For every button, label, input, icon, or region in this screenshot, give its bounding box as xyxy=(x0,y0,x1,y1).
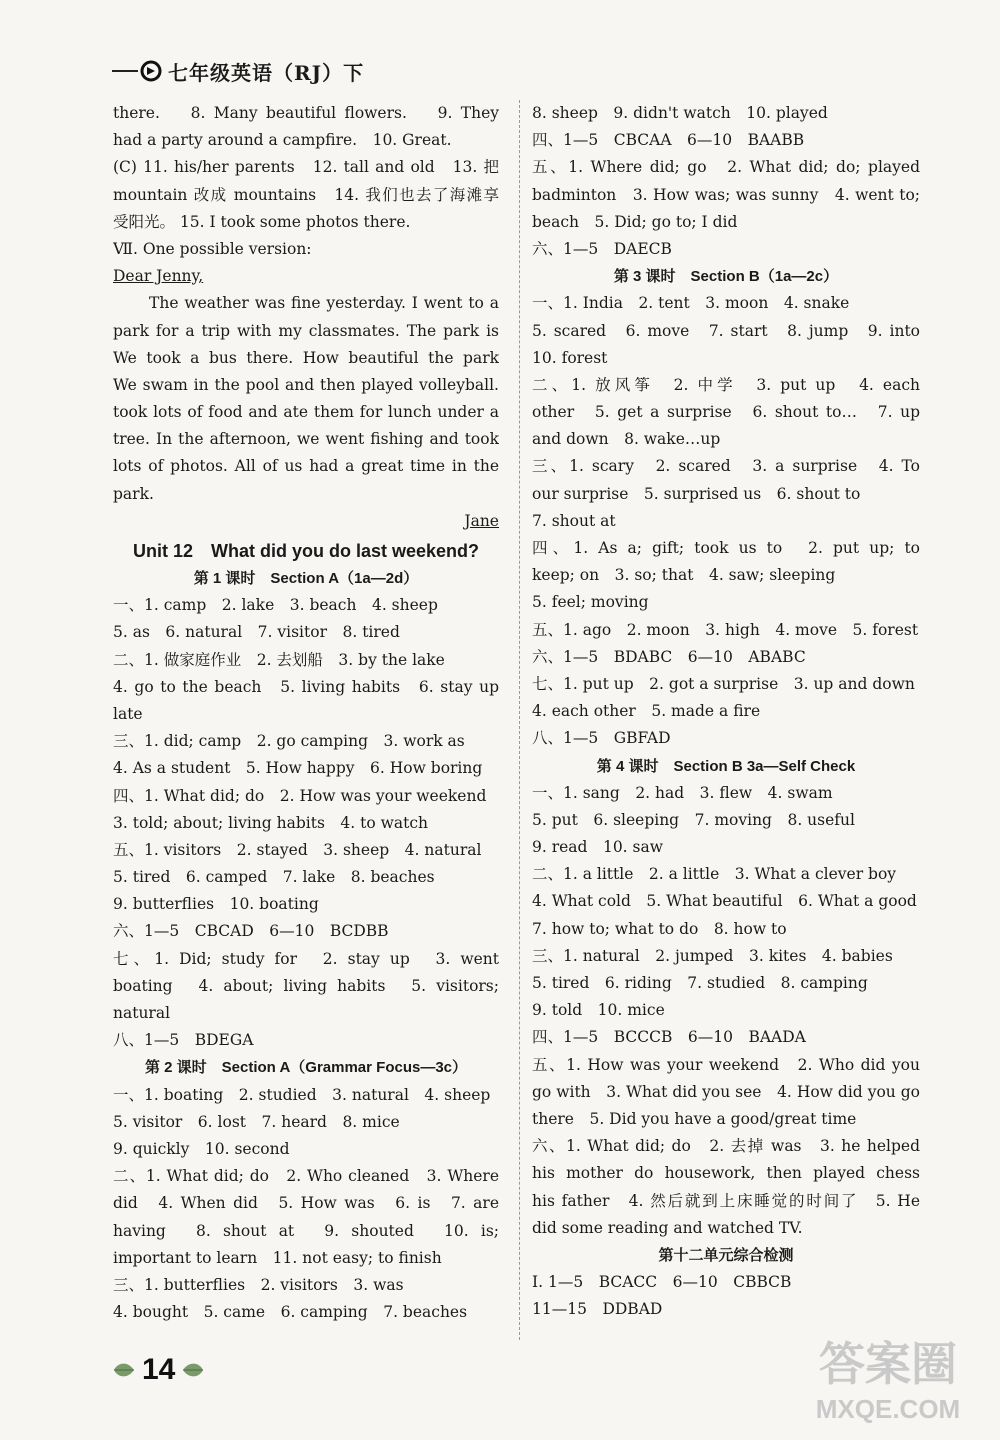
answer-line: 五、1. Where did; go 2. What did; do; played xyxy=(532,158,920,177)
answer-line: 4. bought 5. came 6. camping 7. beaches xyxy=(113,1303,468,1322)
answer-line: go with 3. What did you see 4. How did you go xyxy=(532,1082,920,1101)
watermark-text-cn: 答案圈 xyxy=(819,1338,957,1390)
answer-line: 一、1. sang 2. had 3. flew 4. swam xyxy=(532,783,833,802)
section-title: 第 4 课时 Section B 3a—Self Check xyxy=(596,757,856,775)
answer-line: having 8. shout at 9. shouted 10. is; xyxy=(113,1221,499,1240)
answer-line: Ⅶ. One possible version: xyxy=(113,239,312,258)
publisher-logo-icon xyxy=(140,60,162,82)
answer-line: 4. As a student 5. How happy 6. How boring xyxy=(113,759,483,778)
answer-line: 7. how to; what to do 8. how to xyxy=(532,919,787,938)
answer-line: 二、1. 放风筝 2. 中学 3. put up 4. each xyxy=(532,375,920,394)
watermark-text-en: MXQE.COM xyxy=(815,1394,961,1424)
answer-line: 四、1. What did; do 2. How was your weekend xyxy=(113,786,487,805)
answer-line: 三、1. did; camp 2. go camping 3. work as xyxy=(113,732,465,751)
answer-line: boating 4. about; living habits 5. visitors; xyxy=(113,976,499,995)
left-column xyxy=(113,100,499,1326)
answer-line: 七、1. Did; study for 2. stay up 3. went xyxy=(113,949,499,968)
letter-line: lots of photos. All of us had a great time in the xyxy=(113,457,499,476)
running-header xyxy=(112,56,364,86)
answer-line: 一、1. camp 2. lake 3. beach 4. sheep xyxy=(113,596,438,615)
answer-line: mountain 改成 mountains 14. 我们也去了海滩享 xyxy=(113,185,499,204)
answer-line: Ⅰ. 1—5 BCACC 6—10 CBBCB xyxy=(532,1273,792,1292)
answer-line: 8. sheep 9. didn't watch 10. played xyxy=(532,104,828,122)
answer-line: 三、1. natural 2. jumped 3. kites 4. babies xyxy=(532,946,893,965)
answer-line: 四、1. As a; gift; took us to 2. put up; to xyxy=(532,539,920,557)
answer-line: 4. each other 5. made a fire xyxy=(532,702,761,721)
answer-line: 5. tired 6. riding 7. studied 8. camping xyxy=(532,974,868,992)
answer-line: 7. shout at xyxy=(532,511,616,530)
letter-line: We took a bus there. How beautiful the park xyxy=(113,348,499,367)
answer-line: 5. put 6. sleeping 7. moving 8. useful xyxy=(532,810,855,829)
letter-signature: Jane xyxy=(464,511,499,530)
answer-line: 三、1. butterflies 2. visitors 3. was xyxy=(113,1275,404,1294)
answer-line: had a party around a campfire. 10. Great. xyxy=(113,131,452,150)
letter-line: took lots of food and ate them for lunch under a xyxy=(113,403,499,422)
answer-line: there 5. Did you have a good/great time xyxy=(532,1109,857,1128)
answer-line: 六、1—5 DAECB xyxy=(532,239,672,258)
answer-line: 9. read 10. saw xyxy=(532,838,664,857)
answer-line: 受阳光。 15. I took some photos there. xyxy=(113,212,411,231)
leaf-left-icon xyxy=(112,1359,136,1381)
unit-title: Unit 12 What did you do last weekend? xyxy=(132,541,480,561)
answer-line: 八、1—5 BDEGA xyxy=(113,1031,254,1050)
answer-line: 3. told; about; living habits 4. to watch xyxy=(113,813,429,832)
answer-line: important to learn 11. not easy; to finish xyxy=(113,1248,442,1267)
page-number: 14 xyxy=(142,1353,176,1386)
answer-line: 六、1—5 BDABC 6—10 ABABC xyxy=(532,647,806,666)
section-title: 第 2 课时 Section A（Grammar Focus—3c） xyxy=(144,1059,468,1077)
book-title: 七年级英语（RJ）下 xyxy=(168,60,365,85)
answer-line: 七、1. put up 2. got a surprise 3. up and down xyxy=(532,674,915,693)
answer-line: our surprise 5. surprised us 6. shout to xyxy=(532,484,861,503)
answer-line: 4. go to the beach 5. living habits 6. stay up xyxy=(113,677,499,696)
header-rule xyxy=(112,70,138,72)
answer-line: 5. tired 6. camped 7. lake 8. beaches xyxy=(113,868,435,887)
answer-line: 八、1—5 GBFAD xyxy=(532,729,671,748)
answer-line: 10. forest xyxy=(532,348,608,367)
page-footer xyxy=(112,1350,205,1390)
answer-line: did some reading and watched TV. xyxy=(532,1218,803,1237)
answer-line: 5. visitor 6. lost 7. heard 8. mice xyxy=(113,1112,400,1131)
answer-line: 三、1. scary 2. scared 3. a surprise 4. To xyxy=(532,457,920,476)
leaf-right-icon xyxy=(181,1359,205,1381)
letter-line: The weather was fine yesterday. I went to a xyxy=(149,294,499,313)
letter-line: We swam in the pool and then played volleyball. xyxy=(113,375,499,394)
answer-line: keep; on 3. so; that 4. saw; sleeping xyxy=(532,566,836,585)
section-title: 第 3 课时 Section B（1a—2c） xyxy=(613,268,839,286)
answer-line: 一、1. boating 2. studied 3. natural 4. sheep xyxy=(113,1085,491,1104)
letter-line: tree. In the afternoon, we went fishing and took xyxy=(113,430,499,449)
answer-line: did 4. When did 5. How was 6. is 7. are xyxy=(113,1194,499,1213)
answer-line: 9. told 10. mice xyxy=(532,1001,665,1020)
answer-line: badminton 3. How was; was sunny 4. went to; xyxy=(532,185,920,204)
answer-line: 六、1. What did; do 2. 去掉 was 3. he helped xyxy=(532,1137,920,1156)
answer-line: beach 5. Did; go to; I did xyxy=(532,212,738,231)
answer-line: 5. as 6. natural 7. visitor 8. tired xyxy=(113,623,400,642)
answer-line: 二、1. 做家庭作业 2. 去划船 3. by the lake xyxy=(113,650,445,669)
answer-line: 9. butterflies 10. boating xyxy=(113,895,319,914)
answer-line: late xyxy=(113,704,143,723)
answer-line: 六、1—5 CBCAD 6—10 BCDBB xyxy=(113,922,389,941)
answer-line: 一、1. India 2. tent 3. moon 4. snake xyxy=(532,294,850,313)
letter-greeting: Dear Jenny, xyxy=(113,267,204,286)
column-divider xyxy=(519,100,520,1340)
answer-line: 五、1. visitors 2. stayed 3. sheep 4. natural xyxy=(113,840,482,859)
answer-line: 9. quickly 10. second xyxy=(113,1139,290,1158)
answer-line: there. 8. Many beautiful flowers. 9. They xyxy=(113,104,499,122)
letter-line: park. xyxy=(113,484,154,503)
answer-line: other 5. get a surprise 6. shout to… 7. up xyxy=(532,403,920,422)
answer-line: 四、1—5 BCCCB 6—10 BAADA xyxy=(532,1028,806,1047)
answer-line: natural xyxy=(113,1004,171,1022)
answer-line: (C) 11. his/her parents 12. tall and old 13. 把 xyxy=(113,158,499,177)
answer-line: 五、1. ago 2. moon 3. high 4. move 5. forest xyxy=(532,620,919,639)
answer-line: his mother do housework, then played chess xyxy=(532,1164,920,1183)
answer-line: 四、1—5 CBCAA 6—10 BAABB xyxy=(532,131,805,150)
watermark-logo xyxy=(798,1328,978,1428)
answer-line: 五、1. How was your weekend 2. Who did you xyxy=(532,1055,920,1074)
right-column xyxy=(532,100,920,1323)
answer-line: 4. What cold 5. What beautiful 6. What a good xyxy=(532,892,917,911)
answer-line: his father 4. 然后就到上床睡觉的时间了 5. He xyxy=(532,1191,920,1210)
answer-line: and down 8. wake…up xyxy=(532,430,721,449)
answer-line: 5. feel; moving xyxy=(532,593,649,612)
section-title: 第 1 课时 Section A（1a—2d） xyxy=(193,570,419,587)
answer-line: 5. scared 6. move 7. start 8. jump 9. into xyxy=(532,321,920,340)
answer-line: 二、1. a little 2. a little 3. What a clever boy xyxy=(532,865,897,884)
section-title: 第十二单元综合检测 xyxy=(658,1246,794,1264)
answer-line: 二、1. What did; do 2. Who cleaned 3. Where xyxy=(113,1167,499,1186)
letter-line: park for a trip with my classmates. The park is xyxy=(113,321,499,340)
answer-line: 11—15 DDBAD xyxy=(532,1300,663,1319)
